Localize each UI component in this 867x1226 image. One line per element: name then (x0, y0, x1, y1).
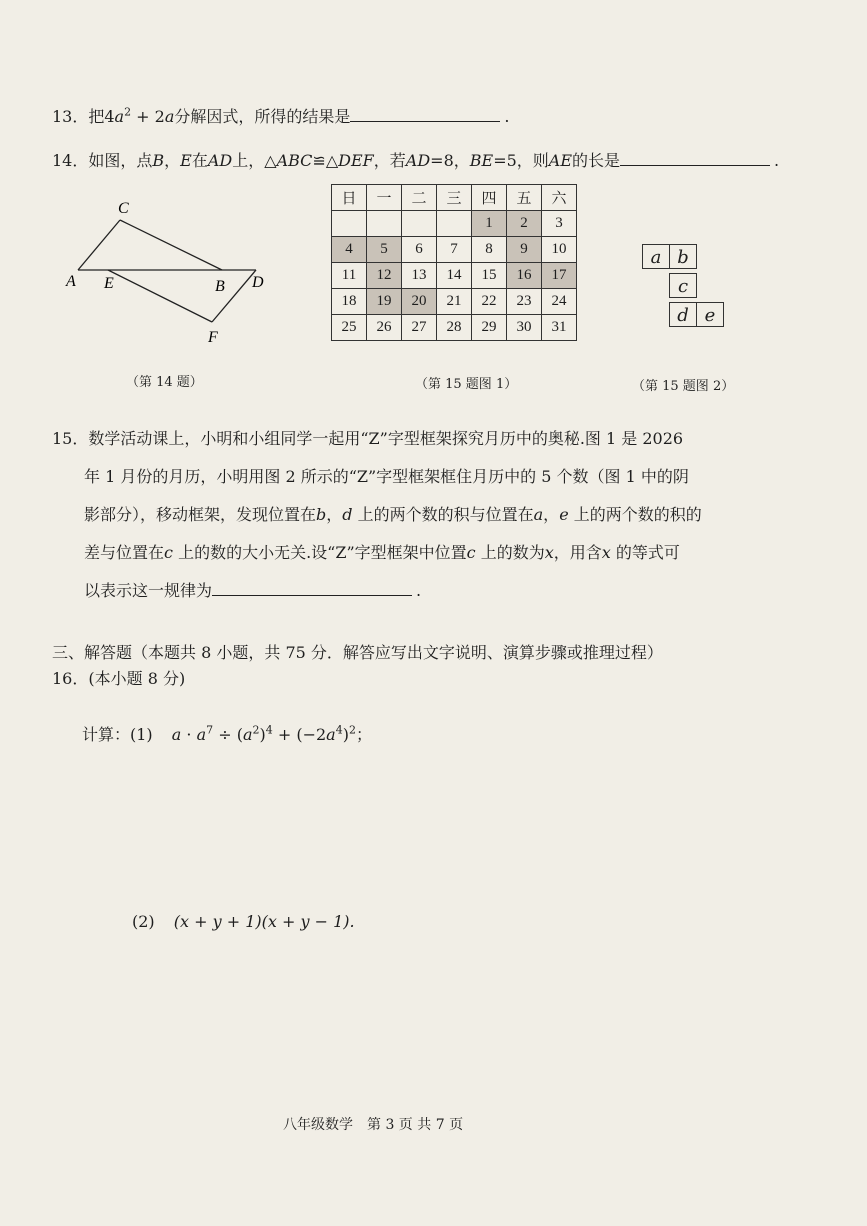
z-cell-a: a (642, 244, 670, 269)
calendar-cell: 24 (542, 289, 577, 315)
section-3-heading: 三、解答题（本题共 8 小题，共 75 分．解答应写出文字说明、演算步骤或推理过程） (52, 643, 663, 662)
calendar-cell: 6 (402, 237, 437, 263)
question-16-part1: 计算：(1) $a \cdot a^7 \div (a^2)^4 + (-2a^4)^2$； (82, 723, 372, 744)
calendar-cell: 4 (332, 237, 367, 263)
segment-AC (78, 220, 120, 270)
calendar-header-cell: 五 (507, 185, 542, 211)
calendar-cell: 13 (402, 263, 437, 289)
z-cell-b: b (669, 244, 697, 269)
label-A: A (66, 273, 76, 290)
calendar-cell: 1 (472, 211, 507, 237)
question-16-part2: (2) (x + y + 1)(x + y − 1). (132, 912, 355, 931)
label-C: C (118, 200, 129, 217)
segment-EF (108, 270, 212, 322)
calendar-cell: 15 (472, 263, 507, 289)
calendar-row (332, 263, 577, 289)
question-16-title: 16．(本小题 8 分) (52, 669, 186, 688)
calendar-row (332, 289, 577, 315)
calendar-cell: 19 (367, 289, 402, 315)
question-13: 13．把$4a^2 + 2a$分解因式，所得的结果是 . (52, 105, 510, 126)
label-B: B (215, 278, 225, 295)
calendar-cell: 31 (542, 315, 577, 341)
calendar-cell: 25 (332, 315, 367, 341)
calendar-cell: 23 (507, 289, 542, 315)
calendar-cell: 12 (367, 263, 402, 289)
segment-CB (120, 220, 222, 270)
calendar-row (332, 237, 577, 263)
figure-14-caption: （第 14 题） (126, 375, 203, 390)
calendar-header-row (332, 185, 577, 211)
calendar-cell (402, 211, 437, 237)
calendar-header-cell: 日 (332, 185, 367, 211)
calendar-cell: 14 (437, 263, 472, 289)
answer-blank-14[interactable] (620, 151, 770, 166)
expression-1: $a \cdot a^7 \div (a^2)^4 + (-2a^4)^2$； (171, 723, 372, 744)
calendar-header-cell: 三 (437, 185, 472, 211)
calendar-cell: 29 (472, 315, 507, 341)
calendar-cell: 18 (332, 289, 367, 315)
figure-14-triangles (60, 190, 290, 360)
calendar-cell: 30 (507, 315, 542, 341)
calendar-row (332, 315, 577, 341)
z-cell-c: c (669, 273, 697, 298)
question-14: 14．如图，点B，E在AD上，△ABC≌△DEF，若AD=8，BE=5，则AE的长是 . (52, 151, 780, 170)
label-D: D (252, 274, 264, 291)
calendar-cell: 7 (437, 237, 472, 263)
label-E: E (104, 275, 114, 292)
calendar-cell: 5 (367, 237, 402, 263)
calendar-cell: 27 (402, 315, 437, 341)
calendar-cell (437, 211, 472, 237)
calendar-cell: 20 (402, 289, 437, 315)
calendar-header-cell: 二 (402, 185, 437, 211)
calendar-cell: 9 (507, 237, 542, 263)
answer-blank-13[interactable] (350, 107, 500, 122)
label-F: F (208, 329, 218, 346)
calendar-cell: 8 (472, 237, 507, 263)
calendar-cell: 16 (507, 263, 542, 289)
expression-2: (x + y + 1)(x + y − 1). (173, 912, 355, 931)
calendar-row (332, 211, 577, 237)
z-cell-e: e (696, 302, 724, 327)
calendar-cell: 3 (542, 211, 577, 237)
calendar-cell: 26 (367, 315, 402, 341)
zframe-caption: （第 15 题图 2） (632, 379, 735, 394)
calendar-header-cell: 一 (367, 185, 402, 211)
calendar-cell: 22 (472, 289, 507, 315)
z-cell-d: d (669, 302, 697, 327)
question-15: 15．数学活动课上，小明和小组同学一起用“Z”字型框架探究月历中的奥秘.图 1 是 2026 年 1 月份的月历，小明用图 2 所示的“Z”字型框架框住月历中的 5 个数（图 1 中的阴 影部分），移动框架，发现位置在b，d 上的两个数的积与位置在a，e 上的两个数的积的 差与位置在c 上的数的大小无关.设“Z”字型框架中位置c 上的数为x，用含x 的等式可 以表示这一规律为 . (52, 429, 702, 600)
calendar-cell (332, 211, 367, 237)
calendar-cell (367, 211, 402, 237)
calendar-header-cell: 六 (542, 185, 577, 211)
calendar-header-cell: 四 (472, 185, 507, 211)
calendar-table (331, 184, 577, 341)
calendar-cell: 2 (507, 211, 542, 237)
calendar-cell: 28 (437, 315, 472, 341)
page-footer: 八年级数学 第 3 页 共 7 页 (283, 1117, 464, 1133)
answer-blank-15[interactable] (212, 581, 412, 596)
calendar-cell: 10 (542, 237, 577, 263)
calendar-cell: 21 (437, 289, 472, 315)
calendar-cell: 11 (332, 263, 367, 289)
calendar-caption: （第 15 题图 1） (415, 377, 518, 392)
calendar-cell: 17 (542, 263, 577, 289)
